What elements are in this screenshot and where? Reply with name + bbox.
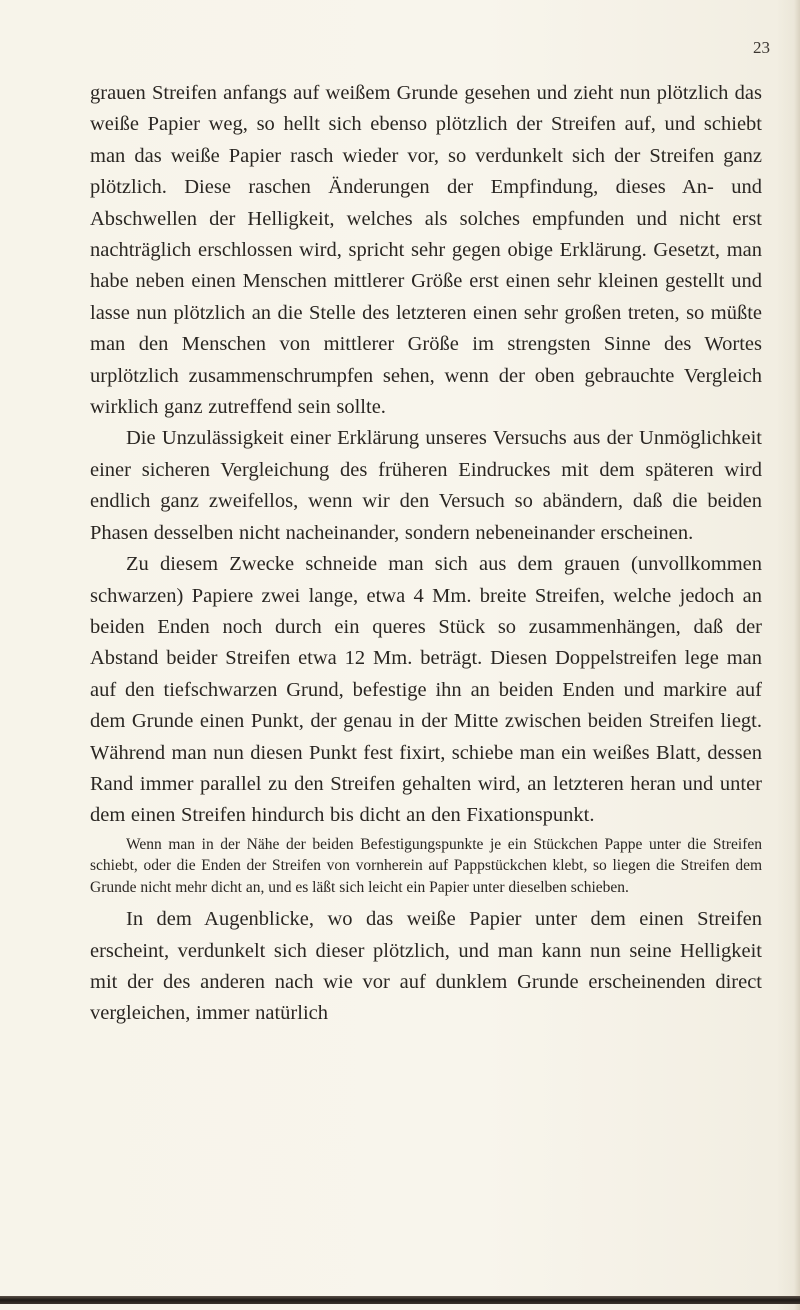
paragraph-4: In dem Augenblicke, wo das weiße Papier unter dem einen Streifen erscheint, verdunkelt sich dieser plötzlich, und man kann nun seine Helligkeit mit der des anderen nach wie vor auf dunklem Grunde erscheinenden direct vergleichen, immer natürlich — [90, 908, 762, 1025]
footnote: Wenn man in der Nähe der beiden Befestigungspunkte je ein Stückchen Pappe unter die Streifen schiebt, oder die Enden der Streifen von vornherein auf Pappstückchen klebt, so liegen die Streifen dem Grunde nicht mehr dicht an, und es läßt sich leicht ein Papier unter dieselben schieben. — [90, 835, 762, 896]
paragraph-2: Die Unzulässigkeit einer Erklärung unseres Versuchs aus der Unmöglichkeit einer sicheren Vergleichung des früheren Eindruckes mit dem späteren wird endlich ganz zweifellos, wenn wir den Versuch so abändern, daß die beiden Phasen desselben nicht nacheinander, sondern nebeneinander erscheinen. — [90, 427, 762, 544]
page-edge-shadow — [794, 0, 800, 1310]
page-text — [90, 78, 762, 1030]
bottom-scan-edge — [0, 1296, 800, 1304]
paragraph-1: grauen Streifen anfangs auf weißem Grunde gesehen und zieht nun plötzlich das weiße Papier weg, so hellt sich ebenso plötzlich der Streifen auf, und schiebt man das weiße Papier rasch wieder vor, so verdunkelt sich der Streifen ganz plötzlich. Diese raschen Änderungen der Empfindung, dieses An- und Abschwellen der Helligkeit, welches als solches empfunden und nicht erst nachträglich erschlossen wird, spricht sehr gegen obige Erklärung. Gesetzt, man habe neben einen Menschen mittlerer Größe erst einen sehr kleinen gestellt und lasse nun plötzlich an die Stelle des letzteren einen sehr großen treten, so müßte man den Menschen von mittlerer Größe im strengsten Sinne des Wortes urplötzlich zusammenschrumpfen sehen, wenn der oben gebrauchte Vergleich wirklich ganz zutreffend sein sollte. — [90, 82, 762, 419]
paragraph-3: Zu diesem Zwecke schneide man sich aus dem grauen (unvollkommen schwarzen) Papiere zwei lange, etwa 4 Mm. breite Streifen, welche jedoch an beiden Enden noch durch ein queres Stück so zusammenhängen, daß der Abstand beider Streifen etwa 12 Mm. beträgt. Diesen Doppelstreifen lege man auf den tiefschwarzen Grund, befestige ihn an beiden Enden und markire auf dem Grunde einen Punkt, der genau in der Mitte zwischen beiden Streifen liegt. Während man nun diesen Punkt fest fixirt, schiebe man ein weißes Blatt, dessen Rand immer parallel zu den Streifen gehalten wird, an letzteren heran und unter dem einen Streifen hindurch bis dicht an den Fixationspunkt. — [90, 553, 762, 827]
page-number: 23 — [753, 38, 770, 57]
